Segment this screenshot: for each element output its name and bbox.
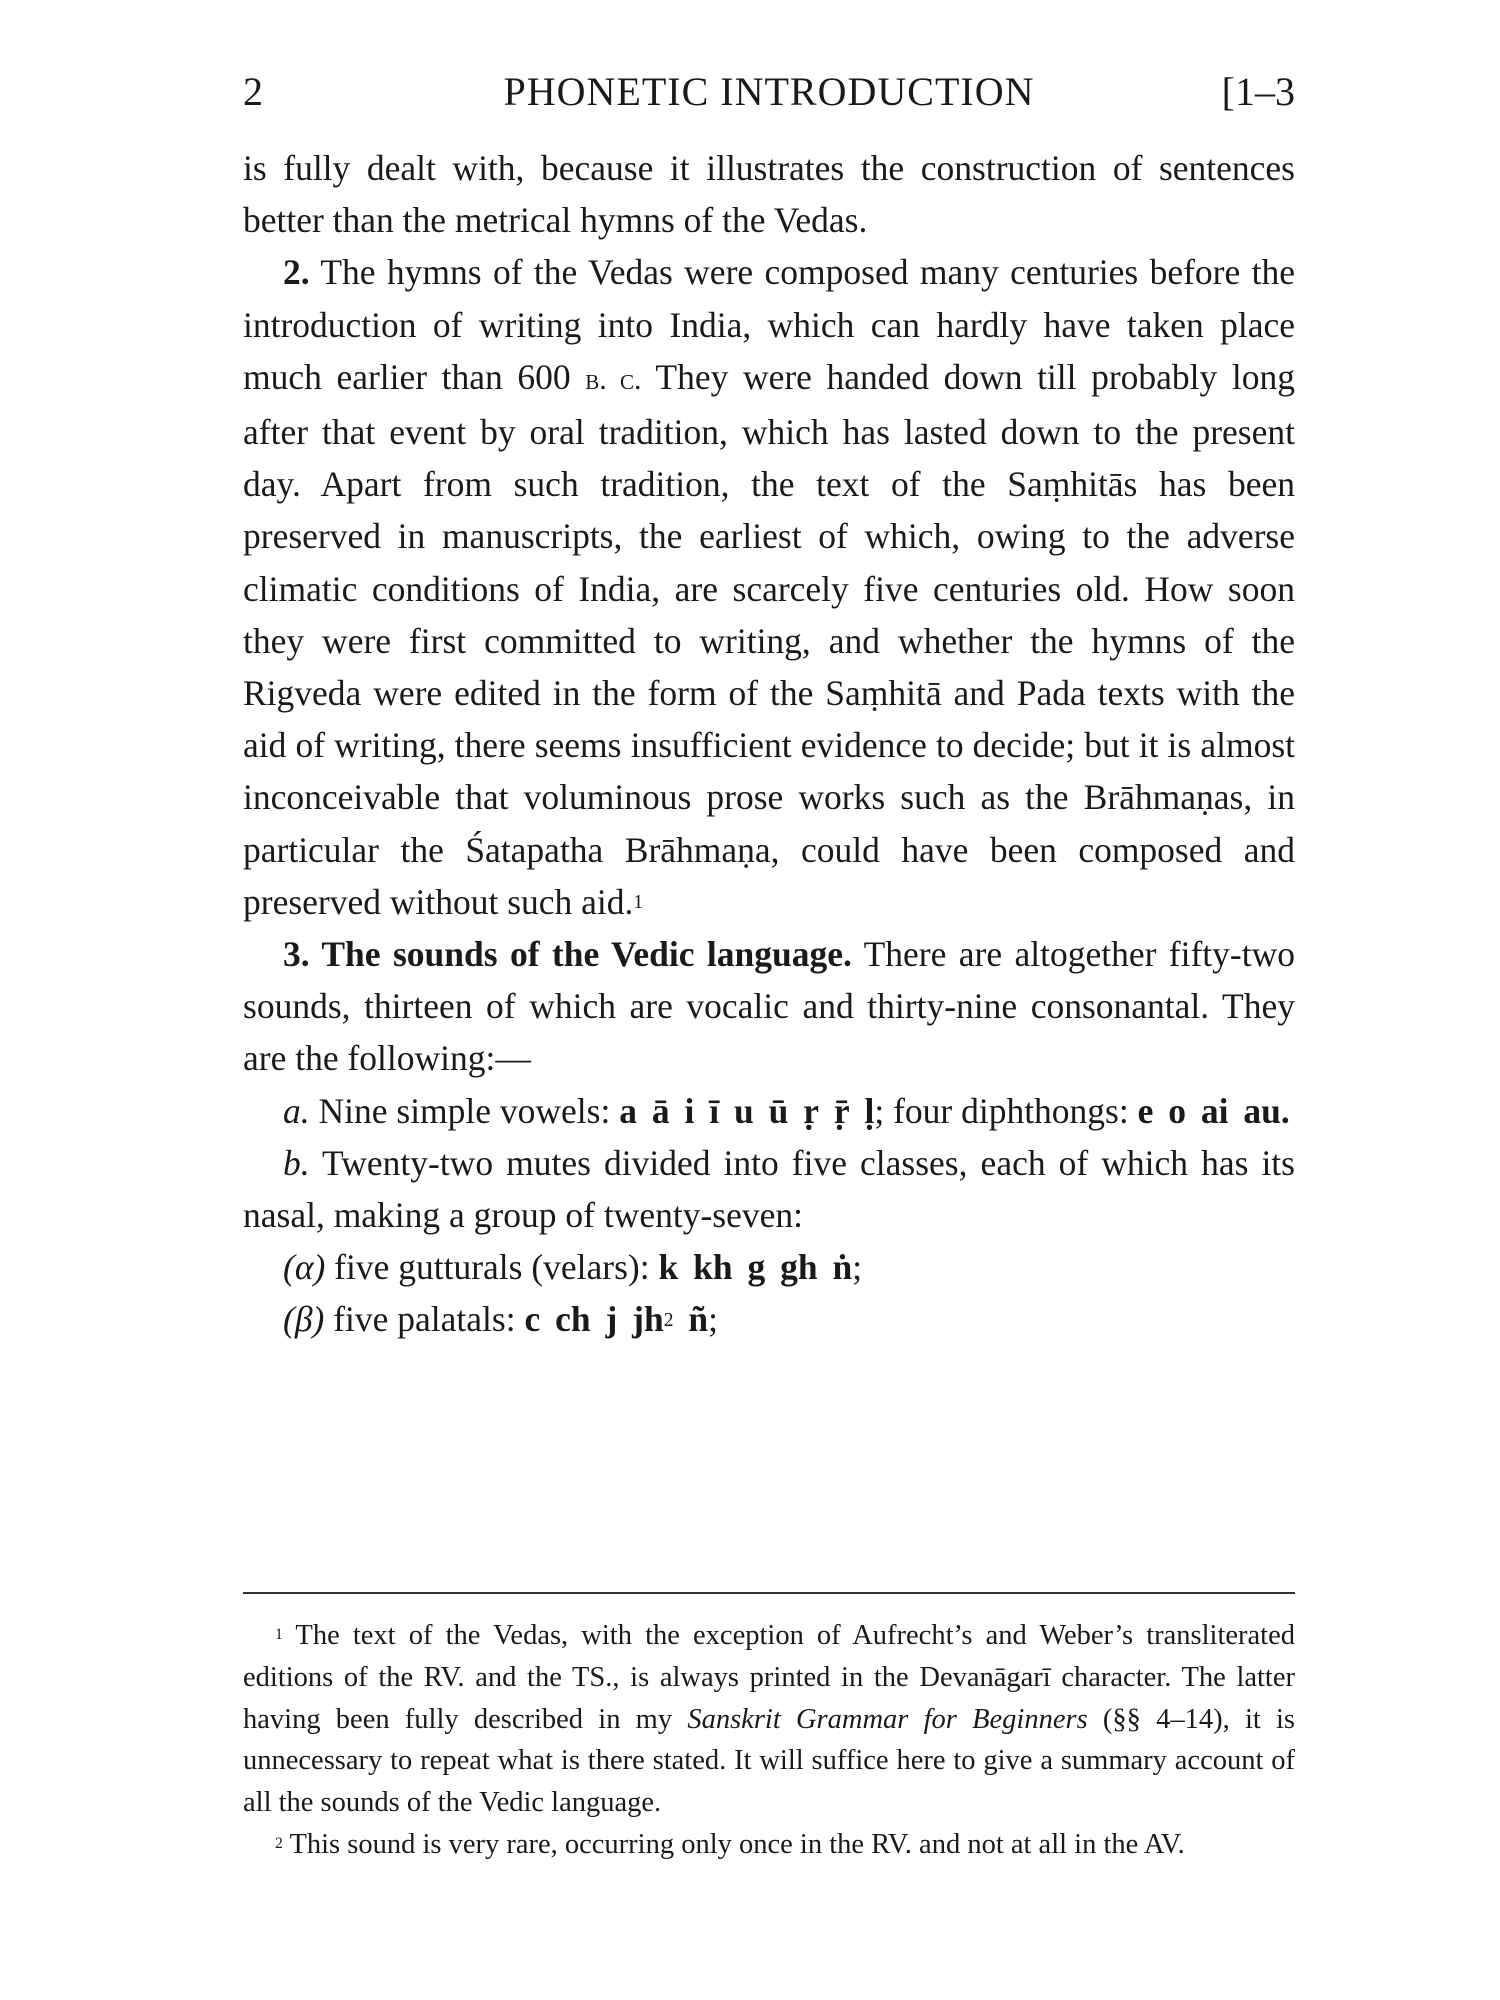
list-item-a: a. Nine simple vowels: a ā i ī u ū ṛ ṝ ḷ; four diphthongs: e o ai au.: [283, 1090, 1290, 1131]
paragraph-2: 2. The hymns of the Vedas were composed many centuries before the introduction of writing into India, which can hardly have taken place much earlier than 600 b. c. They were handed down till probably long after that event by oral tradition, which has lasted down to the present day. Apart from such tradition, the text of the Saṃhitās has been preserved in manuscripts, the earliest of which, owing to the adverse climatic conditions of India, are scarcely five centuries old. How soon they were first committed to writing, and whether the hymns of the Rigveda were edited in the form of the Saṃhitā and Pada texts with the aid of writing, there seems insufficient evidence to decide; but it is almost inconceivable that voluminous prose works such as the Brāhmaṇas, in particular the Śatapatha Brāhmaṇa, could have been composed and preserved without such aid.$^1$: [243, 252, 1295, 922]
running-head: [243, 62, 1295, 122]
footnote-ref-2: 2: [663, 1309, 674, 1331]
footnote-2: $^2$ This sound is very rare, occurring only once in the RV. and not at all in the AV.: [275, 1828, 1185, 1860]
list-item-alpha: (α) five gutturals (velars): k kh g gh ṅ;: [283, 1247, 863, 1288]
paragraph-3: 3. The sounds of the Vedic language. There are altogether fifty-two sounds, thirteen of which are vocalic and thirty-nine consonantal. They are the following:—: [243, 934, 1295, 1079]
footnote-divider: [243, 1592, 1295, 1594]
diphthong-list: e o ai au.: [1137, 1090, 1290, 1131]
paragraph-continuation: is fully dealt with, because it illustrates the construction of sentences better than the metrical hymns of the Vedas.: [243, 148, 1295, 241]
list-item-beta: (β) five palatals: c ch j $jh^2$ ñ;: [283, 1299, 718, 1340]
section-reference: [1–3: [1221, 69, 1295, 114]
section-number-2: 2.: [283, 252, 310, 293]
section-number-3: 3.: [283, 934, 310, 975]
main-text: [243, 142, 1295, 1346]
bc-abbrev: b. c.: [585, 362, 642, 396]
palatal-list: c ch j jh: [524, 1299, 664, 1340]
section-heading: The sounds of the Vedic language.: [309, 934, 852, 975]
page-title: PHONETIC INTRODUCTION: [503, 69, 1035, 114]
vowel-list: a ā i ī u ū ṛ ṝ ḷ: [619, 1090, 875, 1131]
book-title: Sanskrit Grammar for Beginners: [687, 1703, 1088, 1735]
footnote-ref-1: 1: [633, 892, 644, 913]
footnotes: [243, 1615, 1295, 1866]
list-item-b: b. Twenty-two mutes divided into five classes, each of which has its nasal, making a group of twenty-seven:: [243, 1142, 1295, 1236]
page-number: 2: [243, 69, 263, 114]
guttural-list: k kh g gh ṅ: [658, 1247, 853, 1288]
footnote-1: $^1$ The text of the Vedas, with the exception of Aufrecht’s and Weber’s transliterated editions of the RV. and the TS., is always printed in the Devanāgarī character. The latter having been fully described in my Sanskrit Grammar for Beginners (§§ 4–14), it is unnecessary to repeat what is there stated. It will suffice here to give a summary account of all the sounds of the Vedic language.: [243, 1620, 1296, 1819]
